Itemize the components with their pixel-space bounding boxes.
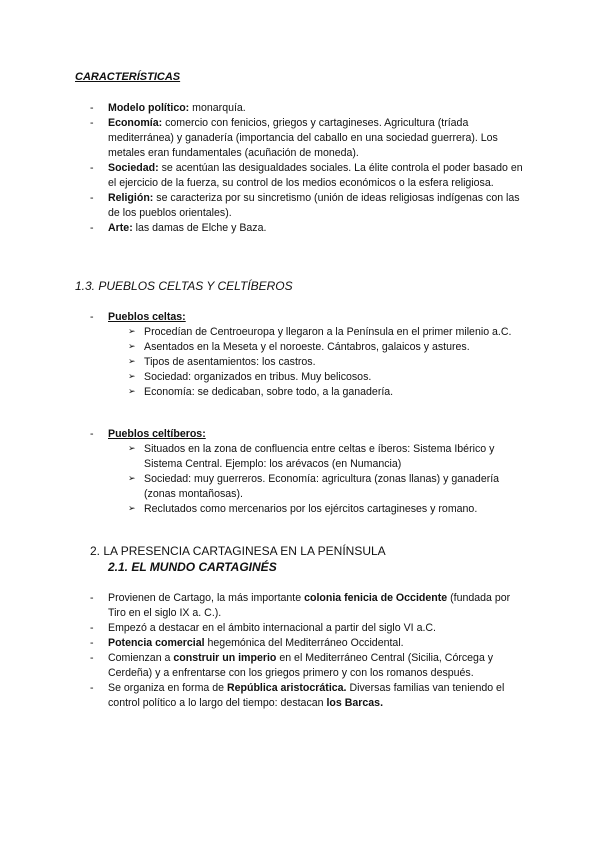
section-2-title: 2. LA PRESENCIA CARTAGINESA EN LA PENÍNSULA [90, 544, 386, 558]
celtas-group [90, 310, 530, 400]
celtiberos-list [108, 442, 530, 517]
list-item: ➢ Procedían de Centroeuropa y llegaron a la Península en el primer milenio a.C. [108, 325, 530, 340]
celtiberos-group [90, 427, 530, 517]
list-item: - Sociedad: se acentúan las desigualdades sociales. La élite controla el poder basado en el ejercicio de la fuerza, su control de los medios económicos o la esfera religiosa. [90, 161, 530, 191]
caracteristicas-list [90, 101, 530, 236]
list-item: - Economía: comercio con fenicios, griegos y cartagineses. Agricultura (tríada mediterránea) y ganadería (importancia del caballo en una sociedad guerrera). Los metales eran fundamentales (acuñación de moneda). [90, 116, 530, 161]
list-item: - Provienen de Cartago, la más importante colonia fenicia de Occidente (fundada por Tiro en el siglo IX a. C.). [90, 591, 530, 621]
list-item: ➢ Economía: se dedicaban, sobre todo, a la ganadería. [108, 385, 530, 400]
caracteristicas-heading: CARACTERÍSTICAS [75, 71, 181, 83]
list-item: - Arte: las damas de Elche y Baza. [90, 221, 530, 236]
list-item: - Comienzan a construir un imperio en el Mediterráneo Central (Sicilia, Córcega y Cerdeña) y a enfrentarse con los griegos primero y con los romanos después. [90, 651, 530, 681]
celtas-label: Pueblos celtas: [108, 311, 186, 323]
section-2-1-subtitle: 2.1. EL MUNDO CARTAGINÉS [108, 560, 277, 574]
list-item: ➢ Tipos de asentamientos: los castros. [108, 355, 530, 370]
list-item: ➢ Sociedad: organizados en tribus. Muy belicosos. [108, 370, 530, 385]
list-item: - Empezó a destacar en el ámbito internacional a partir del siglo VI a.C. [90, 621, 530, 636]
list-item: - Religión: se caracteriza por su sincretismo (unión de ideas religiosas indígenas con las de los pueblos orientales). [90, 191, 530, 221]
list-item: ➢ Sociedad: muy guerreros. Economía: agricultura (zonas llanas) y ganadería (zonas montañosas). [108, 472, 530, 502]
list-item: ➢ Situados en la zona de confluencia entre celtas e íberos: Sistema Ibérico y Sistema Central. Ejemplo: los arévacos (en Numancia) [108, 442, 530, 472]
list-item [90, 310, 530, 400]
celtas-list [108, 325, 530, 400]
list-item: - Potencia comercial hegemónica del Mediterráneo Occidental. [90, 636, 530, 651]
list-item: ➢ Reclutados como mercenarios por los ejércitos cartagineses y romano. [108, 502, 530, 517]
cartago-list [90, 591, 530, 711]
section-1-3-title: 1.3. PUEBLOS CELTAS Y CELTÍBEROS [75, 279, 293, 293]
list-item: - Modelo político: monarquía. [90, 101, 530, 116]
list-item: ➢ Asentados en la Meseta y el noroeste. Cántabros, galaicos y astures. [108, 340, 530, 355]
list-item [90, 427, 530, 517]
celtiberos-label: Pueblos celtíberos: [108, 428, 206, 440]
list-item: - Se organiza en forma de República aristocrática. Diversas familias van teniendo el control político a lo largo del tiempo: destacan los Barcas. [90, 681, 530, 711]
